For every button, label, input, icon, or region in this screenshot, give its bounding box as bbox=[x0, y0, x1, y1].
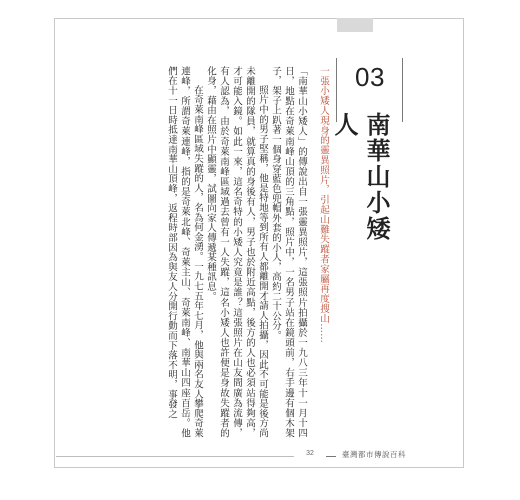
chapter-number: 03 bbox=[355, 62, 385, 92]
footer-separator bbox=[326, 456, 336, 457]
running-book-title: 臺灣都市傳說百科 bbox=[342, 450, 406, 459]
body-paragraph-3: 在奇萊南峰區域失蹤的人，名為何金湧。一九七五年七月，他與兩名友人攀爬奇萊連峰，所謂奇萊連峰，指的是奇萊北峰、奇萊主山、奇萊南峰、南華山四座百岳。他們在十一日時抵達南華山頂峰，返程時部因為與友人分開行動而下落不明，事發之 bbox=[166, 66, 203, 438]
page-footer bbox=[56, 448, 462, 464]
chapter-tab-marker bbox=[337, 18, 373, 32]
body-paragraph-1: 「南華山小矮人」的傳說出自一張靈異照片，這張照片拍攝於一九八三年十一月十四日，地點在奇萊南峰山頂的三角點，照片中，一名男子站在鏡頭前，右手邊有個木架子，架子上趴著一個身穿藍色兜帽外套的小人，高約二十公分。 bbox=[270, 66, 307, 438]
page-number: 32 bbox=[306, 450, 314, 457]
heading-right-rule bbox=[402, 58, 403, 122]
body-text bbox=[64, 66, 308, 438]
footer-rule bbox=[56, 456, 294, 457]
body-paragraph-2: 照片中的男子堅稱，他是特地等到所有人都離開才請人拍攝，因此不可能是後方尚未離開的隊員，就算真的身後有人，男子也於附近高點，後方的人也必須站得夠高，才可能入鏡。如此一來，這名奇特的小矮人究竟是誰？這張照片在山友間廣為流傳，有人認為，由於奇萊南峰區域過去曾有一人失蹤，這名小矮人也許便是身故失蹤者的化身，藉由在照片中顯靈，試圖向家人傳遞某種訊息。 bbox=[205, 66, 268, 438]
chapter-title: 南華山小矮人 bbox=[330, 112, 391, 242]
chapter-subtitle: 一張小矮人現身的靈異照片，引起山難失蹤者家屬再度搜山…… bbox=[318, 66, 329, 344]
